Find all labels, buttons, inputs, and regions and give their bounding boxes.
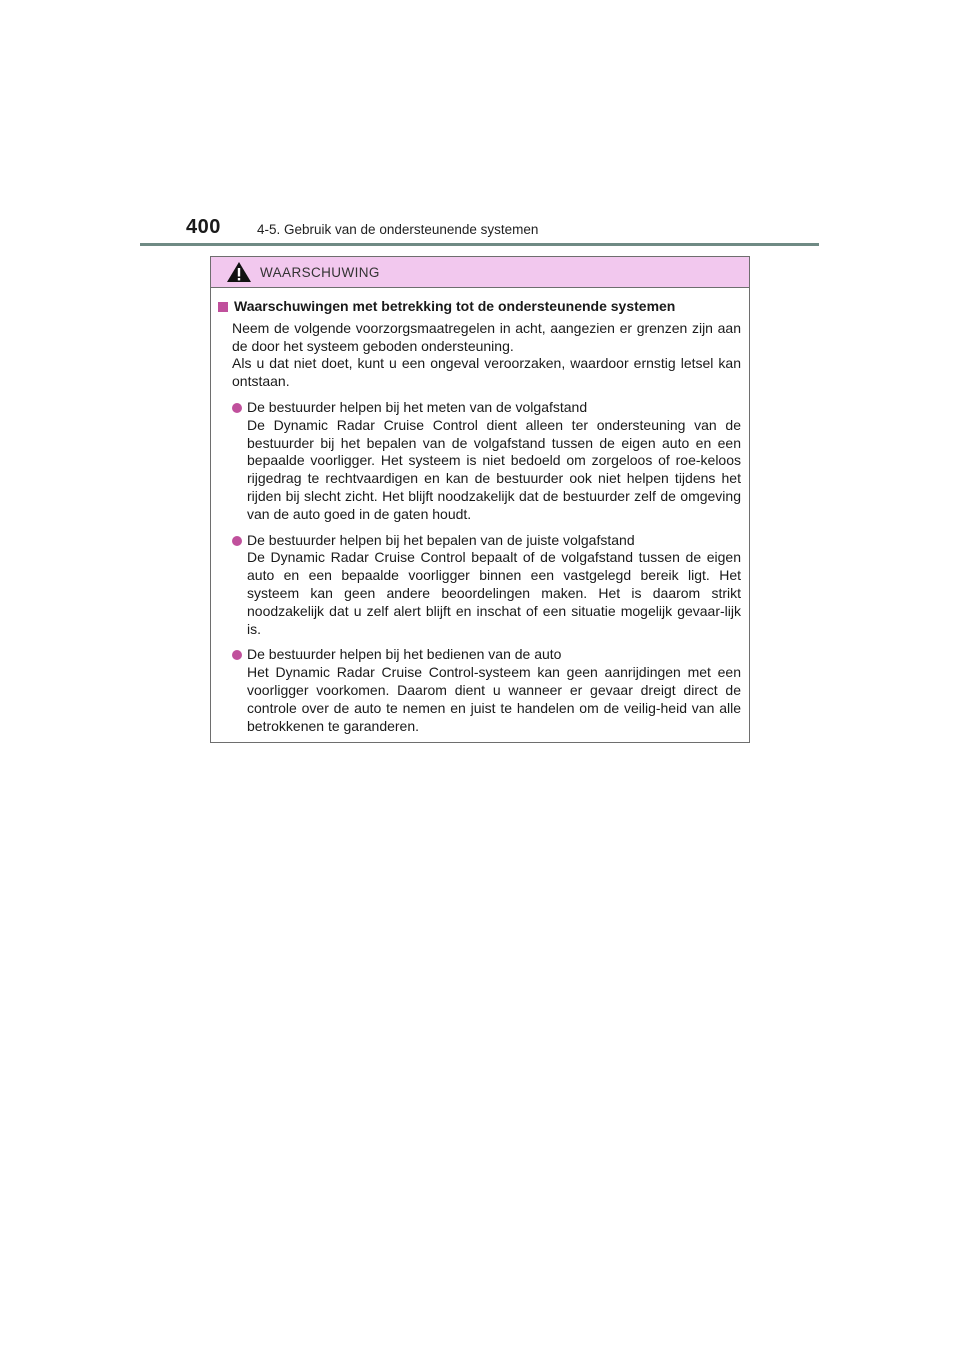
section-title: 4-5. Gebruik van de ondersteunende systemen (257, 222, 539, 237)
page-number: 400 (186, 216, 221, 238)
warning-content (211, 288, 749, 735)
list-item (216, 532, 741, 639)
round-bullet-icon (232, 650, 242, 660)
warning-box (210, 256, 750, 743)
list-item-body: De Dynamic Radar Cruise Control bepaalt of de volgafstand tussen de eigen auto en een bepaalde voorligger binnen een vastgelegd bereik ligt. Het systeem kan geen andere beoordelingen maken. Het is daarom strikt noodzakelijk dat u zelf alert blijft en inschat of een situatie mogelijk gevaar-lijk is. (247, 549, 741, 637)
round-bullet-icon (232, 403, 242, 413)
list-item (216, 399, 741, 524)
list-item-title: De bestuurder helpen bij het meten van de volgafstand (247, 398, 588, 415)
round-bullet-icon (232, 536, 242, 546)
warning-label: WAARSCHUWING (260, 264, 380, 280)
list-item-body: Het Dynamic Radar Cruise Control-systeem kan geen aanrijdingen met een voorligger voorkomen. Daarom dient u wanneer er gevaar dreigt direct de controle over de auto te nemen en juist te handelen om de veilig-heid van alle betrokkenen te garanderen. (247, 664, 741, 734)
intro-paragraph-1: Neem de volgende voorzorgsmaatregelen in acht, aangezien er grenzen zijn aan de door het systeem geboden ondersteuning. (232, 319, 741, 354)
warning-triangle-icon (226, 261, 252, 283)
header-rule (140, 243, 819, 246)
square-bullet-icon (218, 302, 228, 312)
intro-paragraph-2: Als u dat niet doet, kunt u een ongeval veroorzaken, waardoor ernstig letsel kan ontstaan. (232, 355, 741, 390)
list-item (216, 646, 741, 735)
list-item-title: De bestuurder helpen bij het bedienen van de auto (247, 646, 562, 663)
warning-heading (216, 298, 741, 316)
list-item-title: De bestuurder helpen bij het bepalen van de juiste volgafstand (247, 531, 635, 548)
warning-heading-text: Waarschuwingen met betrekking tot de ondersteunende systemen (234, 298, 676, 314)
warning-header (211, 257, 749, 288)
list-item-body: De Dynamic Radar Cruise Control dient alleen ter ondersteuning van de bestuurder bij het bepalen van de volgafstand tussen de eigen auto en een bepaalde voorligger. Het systeem is niet bedoeld om zorgeloos of roe-keloos rijgedrag te rechtvaardigen en kan de bestuurder ook niet helpen tijdens het rijden bij slecht zicht. Het blijft noodzakelijk dat de bestuurder zelf de omgeving van de auto goed in de gaten houdt. (247, 416, 741, 522)
